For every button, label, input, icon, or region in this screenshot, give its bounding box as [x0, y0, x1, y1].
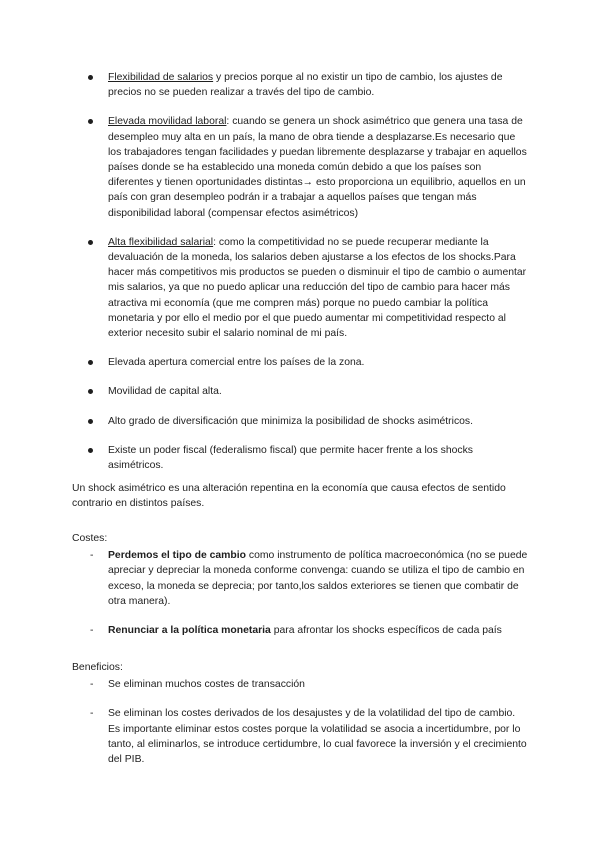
- bullet-text: : como la competitividad no se puede recuperar mediante la devaluación de la moneda, los salarios deben ajustarse a los efectos de los shocks.Para hacer más competitivos mis productos se pueden o disminuir el tipo de cambio o aumentar mis salarios, ya que no puedo aplicar una reducción del tipo de cambio para hacer más atractiva mi economía (que me compren más) porque no puedo cambiar la política monetaria y por ello el medio por el que puedo aumentar mi competitividad respecto al exterior necesito subir el salario nominal de mi país.: [108, 236, 527, 340]
- costes-label: Costes:: [72, 533, 108, 544]
- bullet-text: Alto grado de diversificación que minimiza la posibilidad de shocks asimétricos.: [108, 415, 474, 427]
- bullet-item-flexibilidad-salarial: [88, 235, 528, 341]
- shock-definition-paragraph: Un shock asimétrico es una alteración repentina en la economía que causa efectos de sentido contrario en distintos países.: [72, 483, 506, 510]
- bullet-icon: [88, 419, 93, 424]
- bullet-icon: [88, 360, 93, 365]
- costes-section: [72, 531, 528, 652]
- costes-item-politica-monetaria: [90, 623, 530, 638]
- beneficios-list: [90, 677, 530, 767]
- bullet-text: Existe un poder fiscal (federalismo fiscal) que permite hacer frente a los shocks asimétricos.: [108, 444, 473, 472]
- conditions-bullet-list: [88, 70, 528, 487]
- bullet-item-apertura-comercial: [88, 355, 528, 370]
- bullet-item-movilidad-laboral: [88, 114, 528, 220]
- costes-item-tipo-cambio: [90, 548, 530, 609]
- bullet-lead: Flexibilidad de salarios: [108, 72, 214, 83]
- beneficios-section: [72, 660, 528, 781]
- bullet-text: Movilidad de capital alta.: [108, 386, 222, 398]
- beneficios-item-text: Se eliminan muchos costes de transacción: [108, 679, 305, 691]
- bullet-lead: Elevada movilidad laboral: [108, 116, 227, 128]
- bullet-icon: [88, 119, 93, 124]
- costes-item-lead: Renunciar a la política monetaria: [108, 625, 271, 637]
- bullet-text: Elevada apertura comercial entre los países de la zona.: [108, 357, 365, 369]
- beneficios-label: Beneficios:: [72, 662, 123, 673]
- costes-item-lead: Perdemos el tipo de cambio: [108, 550, 247, 562]
- costes-item-text: para afrontar los shocks específicos de cada país: [270, 625, 502, 637]
- bullet-lead: Alta flexibilidad salarial: [108, 236, 214, 248]
- bullet-text: y precios porque al no existir un tipo de cambio, los ajustes de precios no se pueden realizar a través del tipo de cambio.: [108, 72, 503, 99]
- costes-list: [90, 548, 530, 638]
- bullet-icon: [88, 75, 93, 80]
- dash-icon: -: [90, 625, 94, 637]
- dash-icon: -: [90, 679, 94, 691]
- dash-icon: -: [90, 550, 94, 562]
- bullet-item-flexibilidad-salarios: [88, 70, 528, 100]
- bullet-icon: [88, 240, 93, 245]
- beneficios-item-transaccion: [90, 677, 530, 692]
- bullet-text: : cuando se genera un shock asimétrico que genera una tasa de desempleo muy alta en un país, la mano de obra tiende a desplazarse.Es necesario que los trabajadores tengan facilidades y puedan libremente desplazarse y trabajar en aquellos países donde se ha establecido una moneda común debido a que los países son diferentes y tienen oportunidades distintas→ esto proporciona un equilibrio, aquellos en un país con gran desempleo podrán ir a trabajar a aquellos países que tengan más disponibilidad laboral (compensar efectos asimétricos): [108, 116, 527, 219]
- bullet-item-poder-fiscal: [88, 443, 528, 473]
- beneficios-item-text: Se eliminan los costes derivados de los desajustes y de la volatilidad del tipo de cambio. Es importante eliminar estos costes porque la volatilidad se asocia a incertidumbre, por lo tanto, al eliminarlos, se introduce certidumbre, lo cual favorece la inversión y el crecimiento del PIB.: [108, 708, 527, 766]
- bullet-item-movilidad-capital: [88, 384, 528, 399]
- dash-icon: -: [90, 708, 94, 720]
- costes-item-text: como instrumento de política macroeconómica (no se puede apreciar y depreciar la moneda conforme convenga: cuando se utiliza el tipo de cambio en exceso, la moneda se deprecia; por tanto,los saldos exteriores se tienen que combatir de otra manera).: [108, 550, 528, 607]
- bullet-icon: [88, 389, 93, 394]
- bullet-icon: [88, 448, 93, 453]
- bullet-item-diversificacion: [88, 414, 528, 429]
- beneficios-item-volatilidad: [90, 706, 530, 767]
